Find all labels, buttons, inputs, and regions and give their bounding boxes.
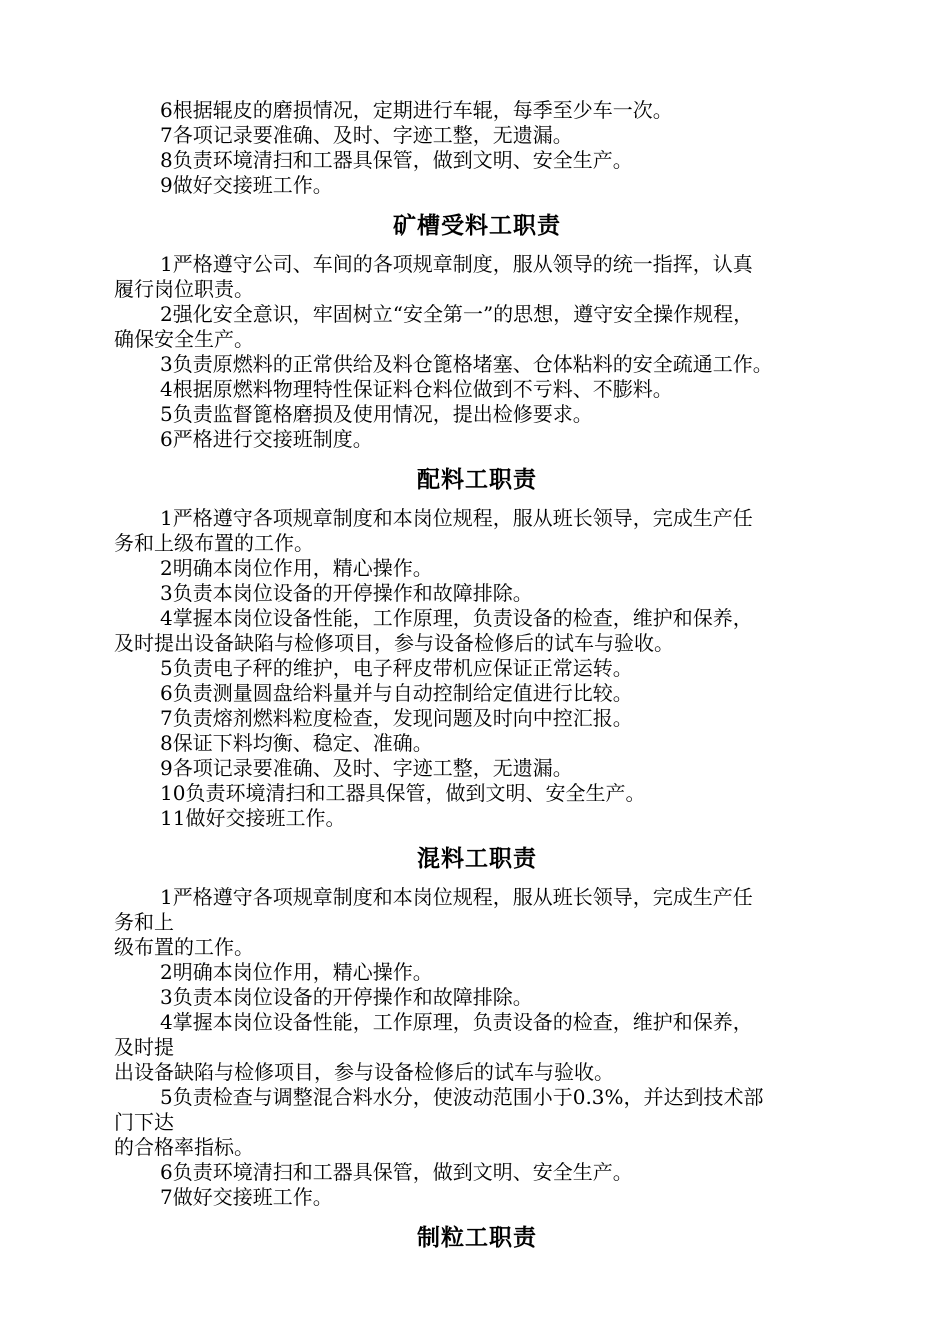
paragraph-line: 及时提 (114, 1035, 174, 1059)
paragraph-line: 4掌握本岗位设备性能，工作原理，负责设备的检查，维护和保养， (160, 1010, 753, 1034)
paragraph-line: 9做好交接班工作。 (160, 173, 333, 197)
paragraph-line: 5负责电子秤的维护，电子秤皮带机应保证正常运转。 (160, 656, 633, 680)
paragraph-line: 4掌握本岗位设备性能，工作原理，负责设备的检查，维护和保养， (160, 606, 753, 630)
paragraph-line: 3负责本岗位设备的开停操作和故障排除。 (160, 985, 533, 1009)
section-title: 配料工职责 (417, 466, 537, 493)
duty-section (114, 211, 840, 452)
intro-list (114, 98, 840, 198)
paragraph-line: 5负责监督篦格磨损及使用情况，提出检修要求。 (160, 402, 593, 426)
paragraph-line: 2强化安全意识，牢固树立“安全第一”的思想，遵守安全操作规程， (160, 302, 754, 326)
paragraph-line: 4根据原燃料物理特性保证料仓料位做到不亏料、不膨料。 (160, 377, 673, 401)
paragraph-line: 务和上 (114, 910, 174, 934)
sections-container (114, 211, 840, 1253)
paragraph-line: 3负责原燃料的正常供给及料仓篦格堵塞、仓体粘料的安全疏通工作。 (160, 352, 773, 376)
paragraph-line: 6负责环境清扫和工器具保管，做到文明、安全生产。 (160, 1160, 633, 1184)
paragraph-line: 8保证下料均衡、稳定、准确。 (160, 731, 433, 755)
duty-section (114, 1223, 840, 1253)
paragraph-line: 及时提出设备缺陷与检修项目，参与设备检修后的试车与验收。 (114, 631, 674, 655)
paragraph-line: 6负责测量圆盘给料量并与自动控制给定值进行比较。 (160, 681, 633, 705)
duty-section (114, 465, 840, 831)
paragraph-line: 1严格遵守各项规章制度和本岗位规程，服从班长领导，完成生产任 (160, 506, 753, 530)
paragraph-line: 1严格遵守各项规章制度和本岗位规程，服从班长领导，完成生产任 (160, 885, 753, 909)
paragraph-line: 7各项记录要准确、及时、字迹工整，无遗漏。 (160, 123, 573, 147)
paragraph-line: 3负责本岗位设备的开停操作和故障排除。 (160, 581, 533, 605)
paragraph-line: 2明确本岗位作用，精心操作。 (160, 556, 433, 580)
paragraph-line: 确保安全生产。 (114, 327, 254, 351)
section-title: 矿槽受料工职责 (393, 212, 561, 239)
paragraph-line: 的合格率指标。 (114, 1135, 254, 1159)
paragraph-line: 9各项记录要准确、及时、字迹工整，无遗漏。 (160, 756, 573, 780)
duty-section (114, 844, 840, 1210)
section-title: 混料工职责 (417, 845, 537, 872)
paragraph-line: 7做好交接班工作。 (160, 1185, 333, 1209)
paragraph-line: 10负责环境清扫和工器具保管，做到文明、安全生产。 (160, 781, 646, 805)
paragraph-line: 出设备缺陷与检修项目，参与设备检修后的试车与验收。 (114, 1060, 614, 1084)
paragraph-line: 5负责检查与调整混合料水分，使波动范围小于0.3%，并达到技术部 (160, 1085, 764, 1109)
paragraph-line: 1严格遵守公司、车间的各项规章制度，服从领导的统一指挥，认真 (160, 252, 753, 276)
paragraph-line: 6严格进行交接班制度。 (160, 427, 373, 451)
paragraph-line: 2明确本岗位作用，精心操作。 (160, 960, 433, 984)
paragraph-line: 级布置的工作。 (114, 935, 254, 959)
paragraph-line: 履行岗位职责。 (114, 277, 254, 301)
paragraph-line: 11做好交接班工作。 (160, 806, 346, 830)
paragraph-line: 8负责环境清扫和工器具保管，做到文明、安全生产。 (160, 148, 633, 172)
paragraph-line: 6根据辊皮的磨损情况，定期进行车辊，每季至少车一次。 (160, 98, 673, 122)
paragraph-line: 门下达 (114, 1110, 174, 1134)
paragraph-line: 务和上级布置的工作。 (114, 531, 314, 555)
paragraph-line: 7负责熔剂燃料粒度检查，发现问题及时向中控汇报。 (160, 706, 633, 730)
section-title: 制粒工职责 (417, 1224, 537, 1251)
